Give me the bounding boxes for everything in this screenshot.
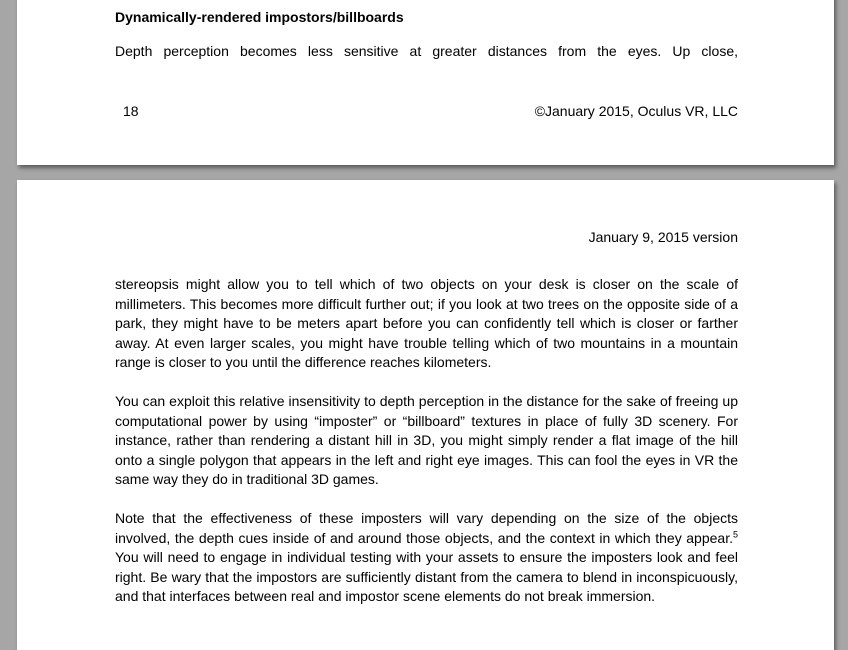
header-version: January 9, 2015 version [588,229,738,245]
footer-page-number: 18 [123,103,139,119]
document-page-19 [17,180,834,650]
footer-copyright: ©January 2015, Oculus VR, LLC [534,103,738,119]
footnote-reference[interactable]: 5 [732,528,738,539]
paragraph-3 [115,509,738,607]
paragraph-2: You can exploit this relative insensitivity to depth perception in the distance for the sake of freeing up computational power by using “imposter” or “billboard” textures in place of fully 3D scenery. For instance, rather than rendering a distant hill in 3D, you might simply render a flat image of the hill onto a single polygon that appears in the left and right eye images. This can fool the eyes in VR the same way they do in traditional 3D games. [115,393,738,487]
document-page-18 [17,0,834,165]
section-heading: Dynamically-rendered impostors/billboards [115,9,404,25]
paragraph-3-text-b: You will need to engage in individual testing with your assets to ensure the imposters look and feel right. Be wary that the impostors are sufficiently distant from the camera to blend in inconspicuously, and that interfaces between real and impostor scene elements do not break immersion. [115,549,738,604]
paragraph-3-text-a: Note that the effectiveness of these imposters will vary depending on the size of the objects involved, the depth cues inside of and around those objects, and the context in which they appear. [115,510,738,546]
paragraph-1: stereopsis might allow you to tell which of two objects on your desk is closer on the scale of millimeters. This becomes more difficult further out; if you look at two trees on the opposite side of a park, they might have to be meters apart before you can confidently tell which is closer or farther away. At even larger scales, you might have trouble telling which of two mountains in a mountain range is closer to you until the difference reaches kilometers. [115,276,738,370]
paragraph-partial-line: Depth perception becomes less sensitive at greater distances from the eyes. Up close, [115,43,738,59]
